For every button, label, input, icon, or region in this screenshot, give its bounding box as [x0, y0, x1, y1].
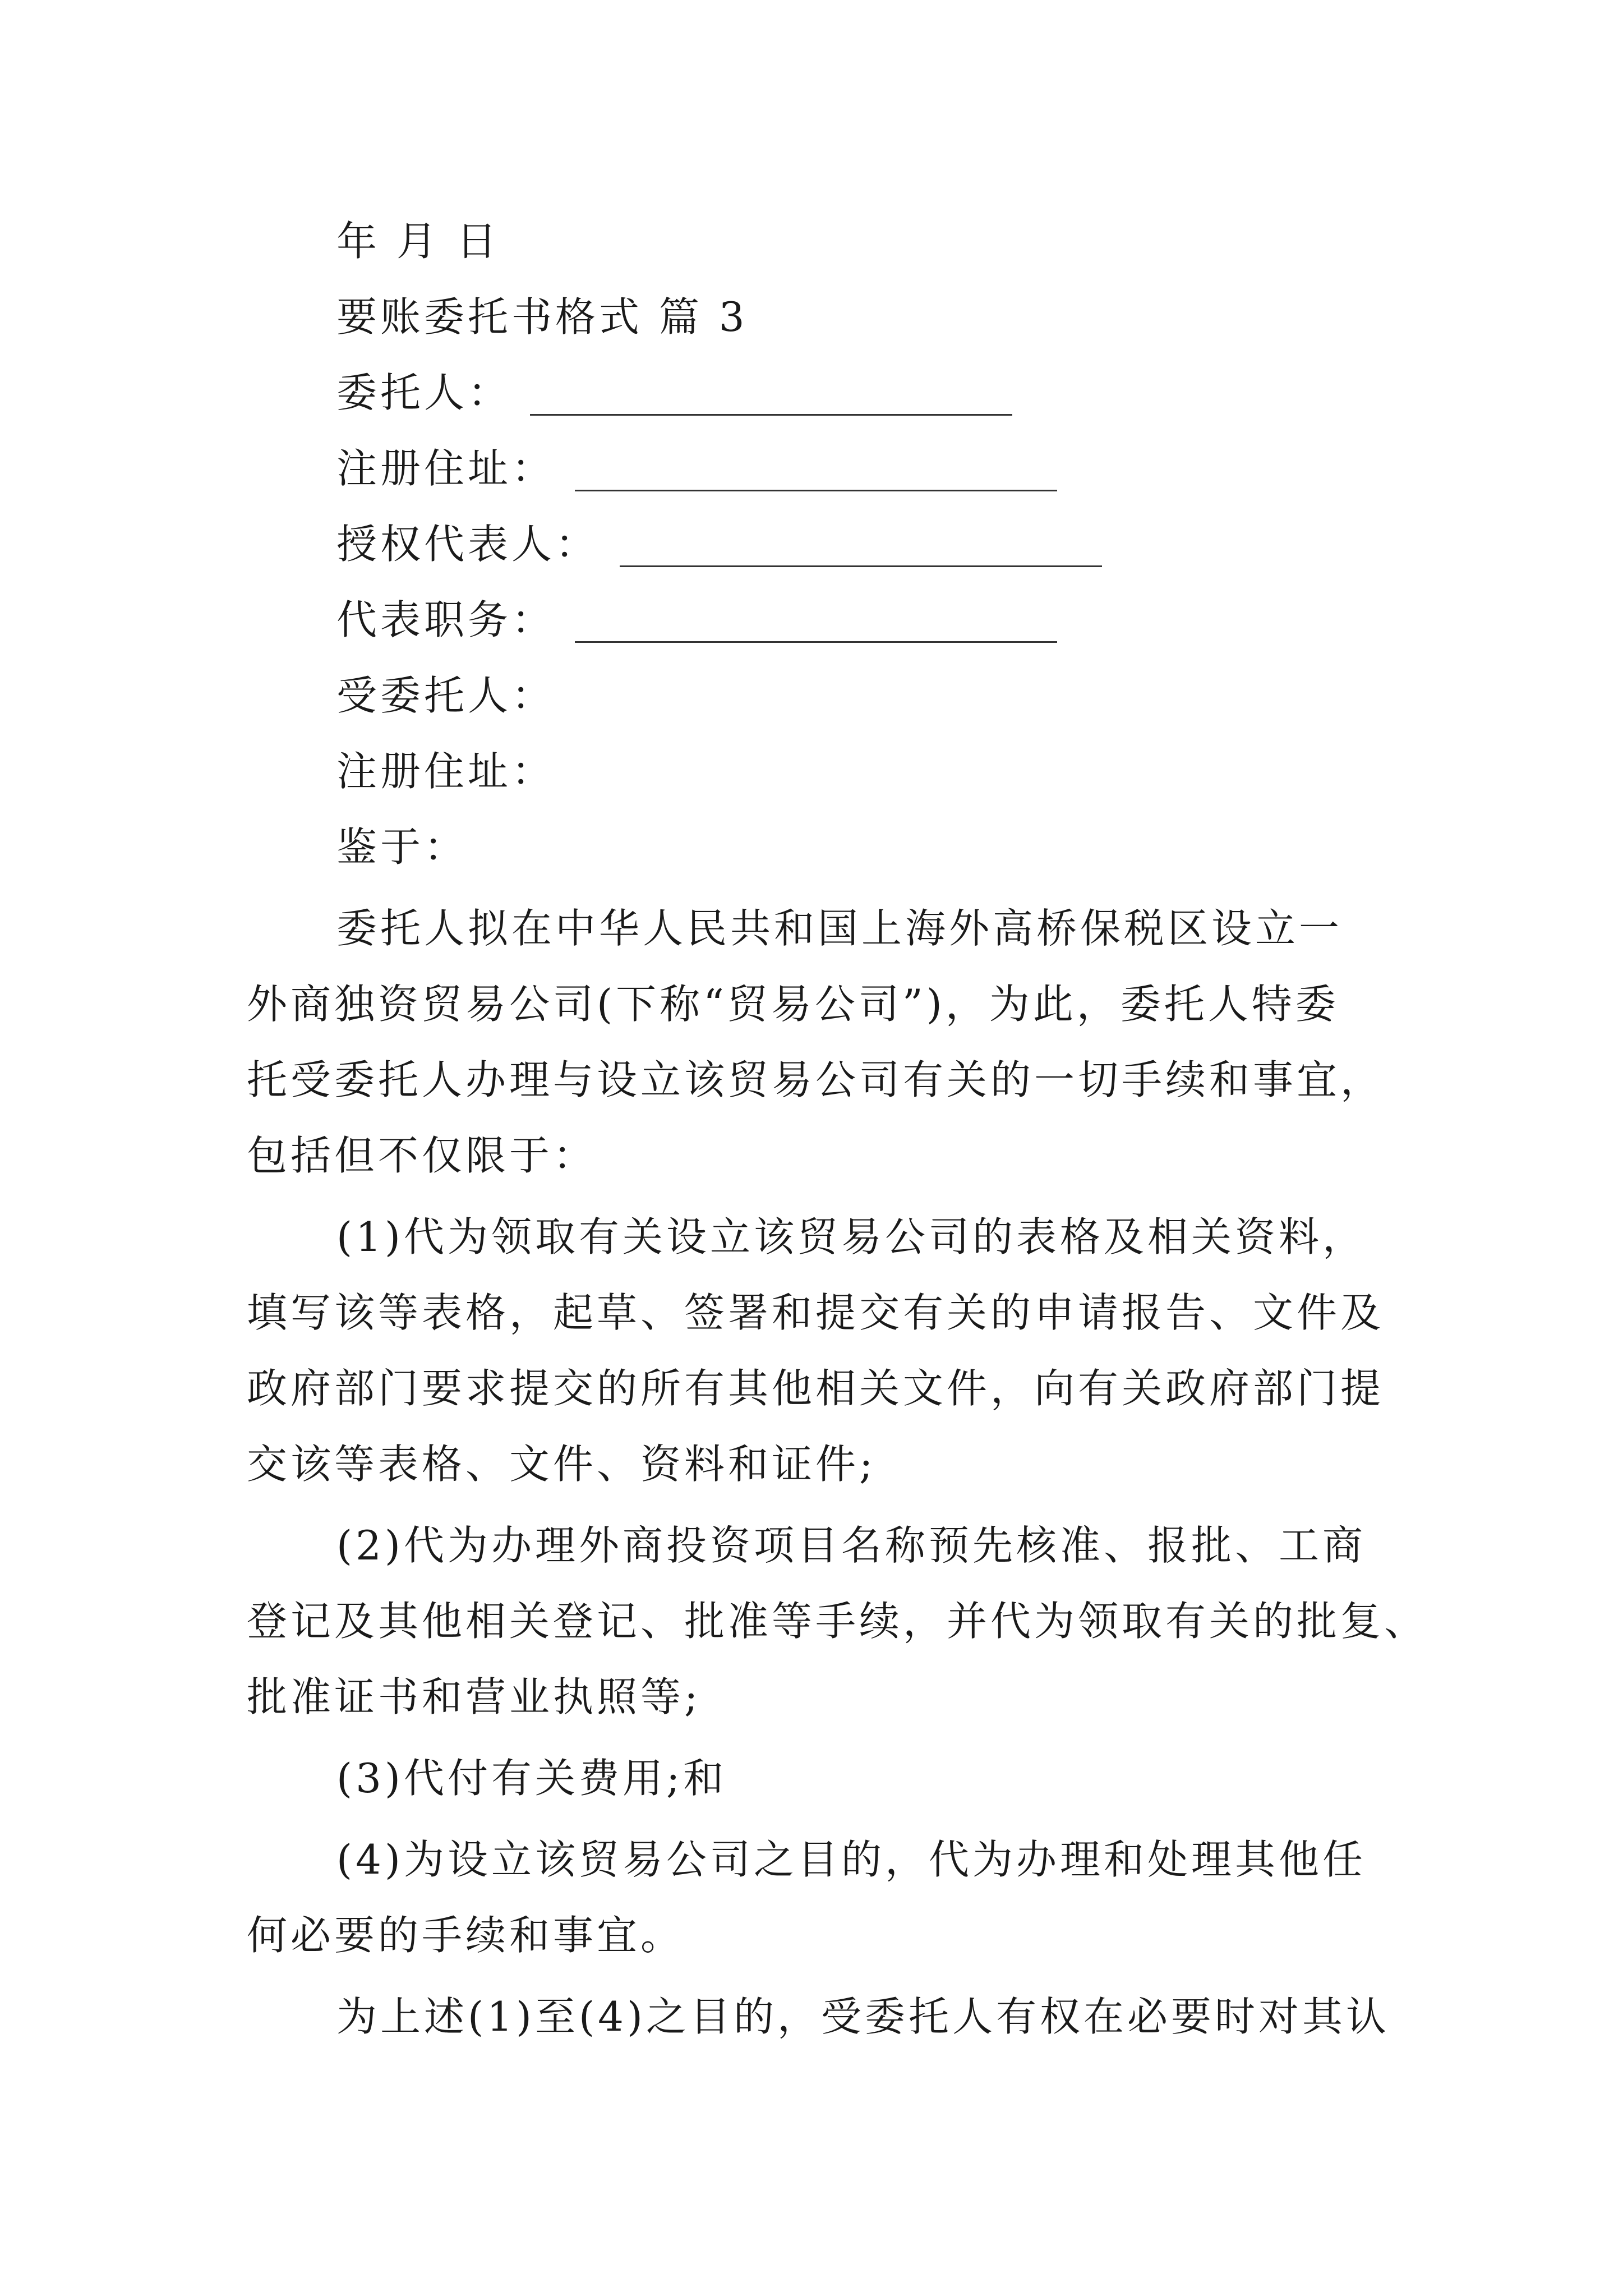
item-4-line: 何必要的手续和事宜。: [247, 1912, 685, 1959]
item-2-line: 批准证书和营业执照等;: [247, 1673, 702, 1720]
field-line-registered-address: [575, 490, 1057, 491]
paragraph-line: 包括但不仅限于：: [247, 1132, 597, 1179]
item-1-line: 交该等表格、文件、资料和证件;: [247, 1441, 877, 1488]
paragraph-line: 外商独资贸易公司(下称“贸易公司”)，为此，委托人特委: [247, 981, 1339, 1028]
field-label-client: 委托人：: [336, 369, 512, 416]
date-line: 年 月 日: [336, 218, 500, 265]
item-1-line: 政府部门要求提交的所有其他相关文件，向有关政府部门提: [247, 1365, 1385, 1412]
item-2-line: (2)代为办理外商投资项目名称预先核准、报批、工商: [336, 1522, 1366, 1569]
field-line-authorized-representative: [620, 565, 1102, 567]
item-1-line: (1)代为领取有关设立该贸易公司的表格及相关资料，: [336, 1213, 1366, 1260]
field-label-trustee-address: 注册住址：: [336, 748, 556, 795]
item-2-line: 登记及其他相关登记、批准等手续，并代为领取有关的批复、: [247, 1598, 1428, 1645]
field-line-client: [530, 414, 1012, 416]
document-heading: 要账委托书格式 篇 3: [336, 293, 748, 341]
paragraph-line: 委托人拟在中华人民共和国上海外高桥保税区设立一: [336, 905, 1343, 952]
field-label-authorized-representative: 授权代表人：: [336, 521, 600, 568]
item-4-line: (4)为设立该贸易公司之目的，代为办理和处理其他任: [336, 1836, 1366, 1883]
item-1-line: 填写该等表格，起草、签署和提交有关的申请报告、文件及: [247, 1289, 1385, 1336]
field-line-representative-position: [575, 641, 1057, 643]
closing-line: 为上述(1)至(4)之目的，受委托人有权在必要时对其认: [336, 1993, 1390, 2040]
field-label-trustee: 受委托人：: [336, 672, 556, 719]
item-3-line: (3)代付有关费用;和: [336, 1755, 727, 1802]
field-label-representative-position: 代表职务：: [336, 596, 556, 643]
paragraph-line: 托受委托人办理与设立该贸易公司有关的一切手续和事宜，: [247, 1056, 1385, 1103]
field-label-registered-address: 注册住址：: [336, 445, 556, 492]
whereas-label: 鉴于：: [336, 823, 468, 871]
